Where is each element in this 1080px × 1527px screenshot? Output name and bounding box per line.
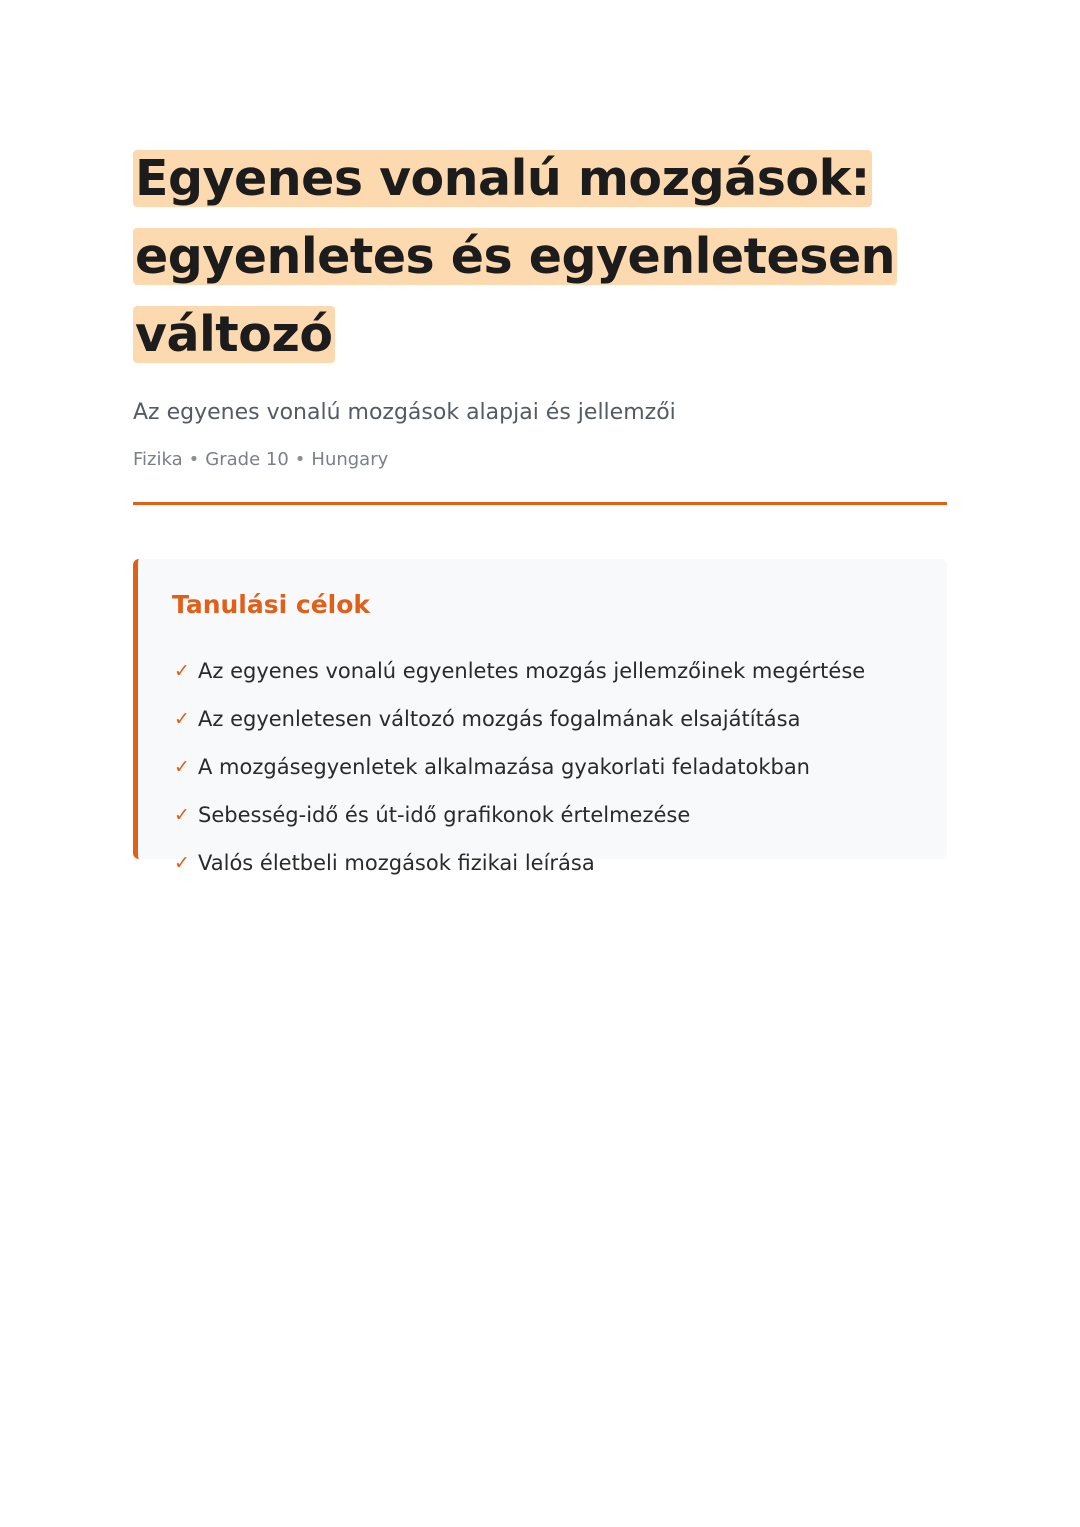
learning-goals-list (172, 647, 917, 887)
learning-goals-panel (133, 559, 947, 875)
checkmark-icon: ✓ (174, 804, 190, 826)
checkmark-icon: ✓ (174, 756, 190, 778)
meta-country: Hungary (311, 449, 389, 470)
goal-text: Az egyenletesen változó mozgás fogalmának elsajátítása (198, 707, 801, 731)
page-subtitle: Az egyenes vonalú mozgások alapjai és jellemzői (133, 400, 676, 425)
checkmark-icon: ✓ (174, 852, 190, 874)
goal-text: Sebesség-idő és út-idő grafikonok értelmezése (198, 803, 691, 827)
header-divider (133, 502, 947, 505)
meta-separator: • (294, 449, 306, 470)
meta-subject: Fizika (133, 449, 183, 470)
document-meta (133, 448, 947, 472)
list-item (172, 791, 917, 839)
list-item (172, 647, 917, 695)
checkmark-icon: ✓ (174, 660, 190, 682)
meta-grade: Grade 10 (205, 449, 289, 470)
goal-text: Az egyenes vonalú egyenletes mozgás jellemzőinek megértése (198, 659, 866, 683)
page-title (133, 140, 947, 374)
title-line-2: egyenletes és egyenletesen (135, 228, 896, 285)
title-line-1: Egyenes vonalú mozgások: (135, 150, 870, 207)
learning-goals-heading: Tanulási célok (172, 590, 371, 619)
goal-text: A mozgásegyenletek alkalmazása gyakorlati feladatokban (198, 755, 810, 779)
list-item (172, 839, 917, 887)
goal-text: Valós életbeli mozgások fizikai leírása (198, 851, 595, 875)
title-line-3: változó (135, 306, 333, 363)
checkmark-icon: ✓ (174, 708, 190, 730)
list-item (172, 743, 917, 791)
meta-separator: • (188, 449, 200, 470)
document-page (133, 140, 947, 875)
list-item (172, 695, 917, 743)
